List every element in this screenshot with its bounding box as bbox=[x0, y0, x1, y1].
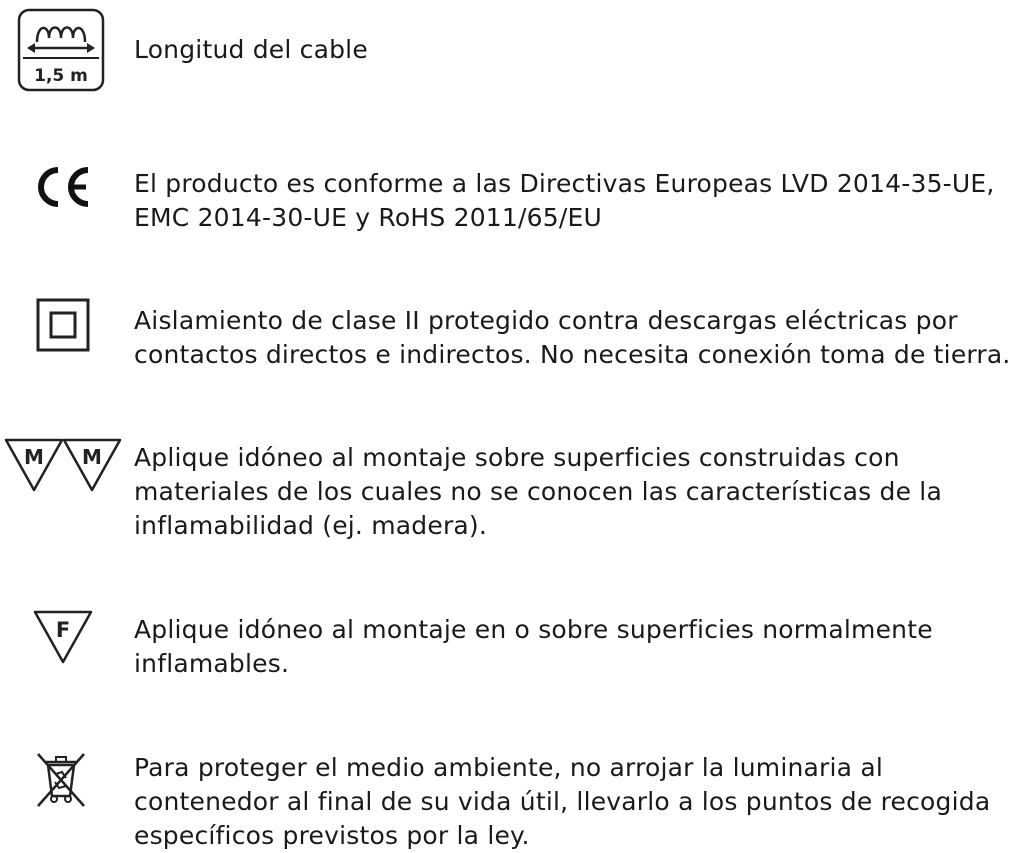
f-mark-label: F bbox=[55, 618, 71, 642]
class-ii-text: Aislamiento de clase II protegido contra descargas eléctricas por contactos directos e indirectos. No necesita conexión toma de tierra. bbox=[134, 306, 1011, 369]
f-text: Aplique idóneo al montaje en o sobre superficies normalmente inflamables. bbox=[134, 615, 933, 678]
mm-text: Aplique idóneo al montaje sobre superficies construidas con materiales de los cuales no se conocen las características de la inflamabilidad (ej. madera). bbox=[134, 443, 942, 540]
weee-crossed-bin-icon bbox=[34, 752, 88, 808]
cable-length-icon bbox=[17, 8, 105, 92]
mm-mark-icon bbox=[4, 438, 122, 492]
weee-text: Para proteger el medio ambiente, no arrojar la luminaria al contenedor al final de su vida útil, llevarlo a los puntos de recogida específicos previstos por la ley. bbox=[134, 753, 991, 850]
cable-length-label: 1,5 m bbox=[34, 66, 88, 86]
cable-length-text: Longitud del cable bbox=[134, 35, 368, 64]
mm-mark-label-2: M bbox=[82, 445, 102, 469]
f-mark-icon bbox=[33, 610, 93, 664]
ce-mark-icon bbox=[32, 164, 92, 210]
ce-text: El producto es conforme a las Directivas Europeas LVD 2014-35-UE, EMC 2014-30-UE y RoHS 2011/65/EU bbox=[134, 169, 995, 232]
mm-mark-label-1: M bbox=[24, 445, 44, 469]
class-ii-insulation-icon bbox=[36, 298, 90, 352]
